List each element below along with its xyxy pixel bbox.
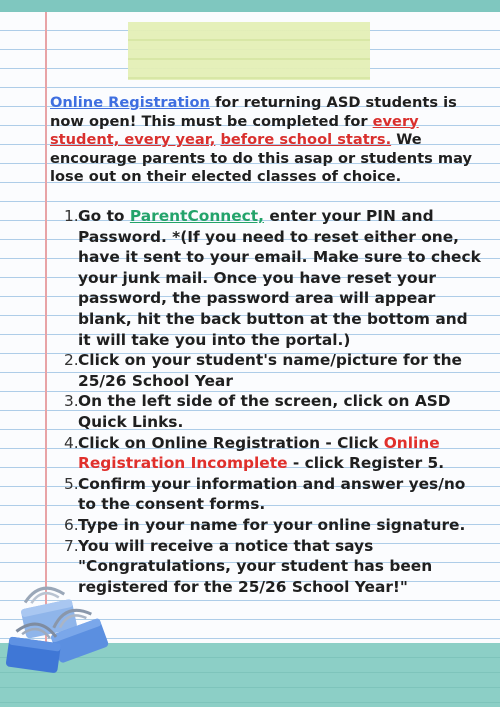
step-text: Confirm your information and answer yes/no to the consent forms. — [78, 474, 466, 514]
step-number: 6. — [64, 515, 79, 534]
intro-text-1: for returning ASD students is now open! This must be completed for — [50, 94, 457, 130]
emphasis-before-school: before school statrs. — [220, 131, 392, 148]
step-5 — [64, 474, 482, 515]
step-number: 5. — [64, 474, 79, 493]
online-registration-link[interactable]: Online Registration — [50, 94, 210, 111]
step-text: Click on your student's name/picture for the 25/26 School Year — [78, 351, 462, 390]
step-text: Go to — [78, 207, 130, 225]
registration-incomplete-highlight: Online Registration Incomplete — [78, 433, 440, 473]
margin-line — [45, 12, 47, 643]
binder-clips-icon — [0, 576, 130, 676]
step-2 — [64, 350, 482, 391]
step-text: Click on Online Registration - Click — [78, 433, 384, 452]
step-number: 1. — [64, 207, 79, 225]
top-border — [0, 0, 500, 12]
step-4 — [64, 433, 482, 474]
step-6 — [64, 515, 482, 536]
intro-text-3: We encourage parents to do this asap or students may lose out on their elected classes of choice. — [50, 131, 472, 185]
step-text: On the left side of the screen, click on ASD Quick Links. — [78, 392, 451, 431]
step-text: enter your PIN and Password. *(If you need to reset either one, have it sent to your email. Make sure to check your junk mail. Once you have reset your password, the password area will appear blank, hit the back button at the bottom and it will take you into the portal.) — [78, 207, 481, 349]
intro-paragraph — [50, 94, 480, 187]
step-text: Type in your name for your online signature. — [78, 515, 466, 534]
step-text: - click Register 5. — [287, 454, 445, 473]
step-7 — [64, 536, 482, 598]
step-number: 4. — [64, 433, 79, 452]
parentconnect-link[interactable]: ParentConnect, — [129, 207, 265, 225]
step-1 — [64, 206, 482, 350]
step-number: 7. — [64, 536, 79, 555]
step-number: 2. — [64, 351, 79, 370]
step-3 — [64, 391, 482, 432]
steps-list — [64, 206, 482, 597]
emphasis-every-student: every student, every year, — [50, 112, 419, 148]
tape-strip — [128, 22, 370, 80]
step-text: You will receive a notice that says "Congratulations, your student has been registered for the 25/26 School Year!" — [78, 536, 433, 596]
step-number: 3. — [64, 392, 79, 411]
